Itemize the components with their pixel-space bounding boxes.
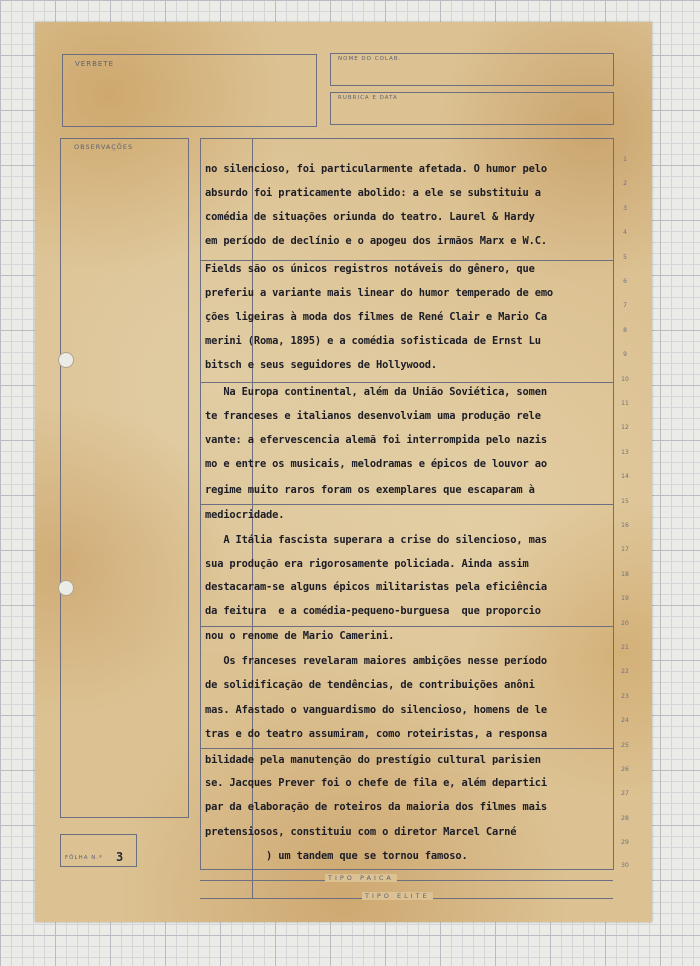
line-number: 7: [623, 302, 627, 309]
text-line-28: pretensiosos, constituiu com o diretor Marcel Carné: [205, 826, 517, 838]
punch-hole-top: [58, 352, 74, 368]
line-number: 16: [621, 522, 629, 529]
text-line-17: sua produção era rigorosamente policiada. Ainda assim: [205, 558, 529, 570]
text-line-2: absurdo foi praticamente abolido: a ele se substituiu a: [205, 187, 541, 199]
line-number: 4: [623, 229, 627, 236]
line-number: 30: [621, 862, 629, 869]
text-line-20: nou o renome de Mario Camerini.: [205, 630, 395, 642]
text-line-29: ) um tandem que se tornou famoso.: [205, 850, 468, 862]
divider-5: [200, 748, 613, 749]
line-number: 19: [621, 595, 629, 602]
rubrica-label: RUBRICA E DATA: [338, 95, 398, 101]
line-number: 3: [623, 205, 627, 212]
verbete-label: VERBETE: [75, 60, 114, 68]
line-number: 22: [621, 668, 629, 675]
line-number: 12: [621, 424, 629, 431]
line-number: 26: [621, 766, 629, 773]
tipo-paica-rule: [200, 880, 613, 881]
line-number: 10: [621, 376, 629, 383]
text-line-7: ções ligeiras à moda dos filmes de René Clair e Mario Ca: [205, 311, 547, 323]
line-number: 21: [621, 644, 629, 651]
line-number: 11: [621, 400, 629, 407]
text-line-12: vante: a efervescencia alemã foi interrompida pelo nazis: [205, 434, 547, 446]
text-line-10: Na Europa continental, além da União Soviética, somen: [205, 386, 547, 398]
line-number: 6: [623, 278, 627, 285]
divider-3: [200, 504, 613, 505]
line-number: 13: [621, 449, 629, 456]
divider-2: [200, 382, 613, 383]
observacoes-box: [60, 138, 189, 818]
folha-label: FÔLHA N.º: [65, 855, 103, 861]
text-line-22: de solidificação de tendências, de contribuições anôni: [205, 679, 535, 691]
folha-box: [60, 834, 137, 867]
nome-label: NOME DO COLAB.: [338, 56, 402, 62]
line-number: 5: [623, 254, 627, 261]
line-number: 2: [623, 180, 627, 187]
line-number: 20: [621, 620, 629, 627]
text-line-18: destacaram-se alguns épicos militaristas pela eficiência: [205, 581, 547, 593]
text-line-27: par da elaboração de roteiros da maioria dos filmes mais: [205, 801, 547, 813]
text-line-25: bilidade pela manutenção do prestígio cultural parisien: [205, 754, 541, 766]
line-number: 8: [623, 327, 627, 334]
text-line-4: em período de declínio e o apogeu dos irmãos Marx e W.C.: [205, 235, 547, 247]
divider-4: [200, 626, 613, 627]
line-number: 23: [621, 693, 629, 700]
line-number: 9: [623, 351, 627, 358]
line-number: 25: [621, 742, 629, 749]
divider-1: [200, 260, 613, 261]
tipo-paica-label: TIPO PAICA: [325, 874, 397, 882]
text-line-14: regime muito raros foram os exemplares que escaparam à: [205, 484, 535, 496]
text-line-13: mo e entre os musicais, melodramas e épicos de louvor ao: [205, 458, 547, 470]
line-number: 28: [621, 815, 629, 822]
line-number: 29: [621, 839, 629, 846]
observacoes-label: OBSERVAÇÕES: [74, 143, 134, 151]
text-line-6: preferiu a variante mais linear do humor temperado de emo: [205, 287, 554, 299]
line-number: 27: [621, 790, 629, 797]
text-line-11: te franceses e italianos desenvolviam uma produção rele: [205, 410, 541, 422]
line-number: 17: [621, 546, 629, 553]
text-line-1: no silencioso, foi particularmente afetada. O humor pelo: [205, 163, 547, 175]
text-line-23: mas. Afastado o vanguardismo do silencioso, homens de le: [205, 704, 547, 716]
line-number: 24: [621, 717, 629, 724]
text-line-16: A Itália fascista superara a crise do silencioso, mas: [205, 534, 547, 546]
tipo-elite-label: TIPO ELITE: [362, 892, 433, 900]
line-number: 15: [621, 498, 629, 505]
text-line-8: merini (Roma, 1895) e a comédia sofisticada de Ernst Lu: [205, 335, 541, 347]
text-line-24: tras e do teatro assumiram, como roteiristas, a responsa: [205, 728, 547, 740]
line-number: 14: [621, 473, 629, 480]
text-line-19: da feitura e a comédia-pequeno-burguesa que proporcio: [205, 605, 541, 617]
text-line-9: bitsch e seus seguidores de Hollywood.: [205, 359, 438, 371]
text-line-26: se. Jacques Prever foi o chefe de fila e, além departici: [205, 777, 547, 789]
line-number: 1: [623, 156, 627, 163]
text-line-5: Fields são os únicos registros notáveis do gênero, que: [205, 263, 535, 275]
line-number: 18: [621, 571, 629, 578]
folha-number: 3: [116, 850, 124, 864]
punch-hole-bottom: [58, 580, 74, 596]
text-line-15: mediocridade.: [205, 509, 285, 521]
text-line-21: Os franceses revelaram maiores ambições nesse período: [205, 655, 547, 667]
text-line-3: comédia de situações oriunda do teatro. Laurel & Hardy: [205, 211, 535, 223]
